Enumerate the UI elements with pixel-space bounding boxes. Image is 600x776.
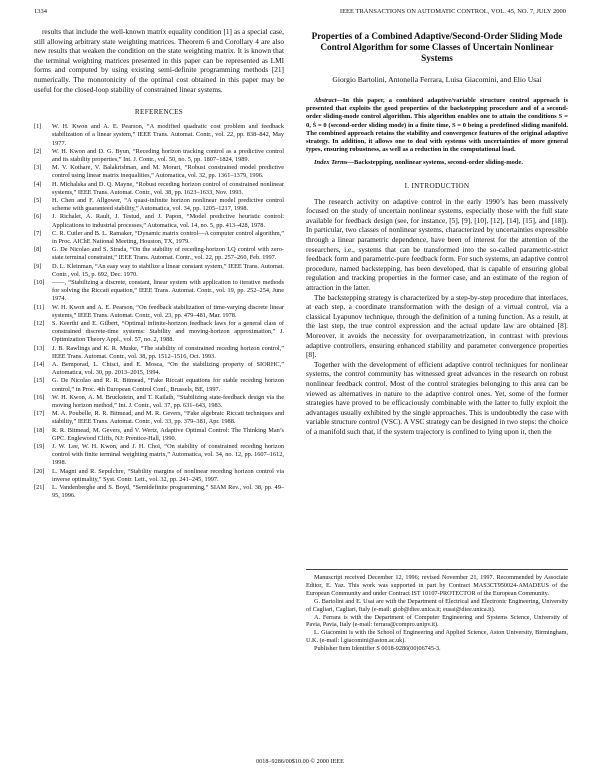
reference-number: [9] — [34, 262, 42, 270]
reference-text: S. Keerthi and E. Gilbert, “Optimal infinite-horizon feedback laws for a general class of constrained discrete-time systems: Stability and moving-horizon approximation,” J. Optimization Theory Appl., vol. 57, no. 2, 1988. — [52, 320, 284, 344]
footnote-paragraph: Manuscript received December 12, 1996; revised November 21, 1997. Recommended by Associate Editor, E. Yaz. This work was supported in part by Contract MAS3CT950024-AMADEUS of the European Community and under Contract IST 10107-PROTECTOR of the European Community. — [306, 574, 568, 597]
reference-number: [19] — [34, 443, 45, 451]
intro-paragraph: Together with the development of efficient adaptive control techniques for nonlinear systems, the control community has witnessed great advances in the research on robust nonlinear feedback control. Most of the control strategies belonging to this area can be viewed as alternatives in nature to the adaptive control ones. Yet, some of the former strategies have proved to be efficaciously combinable with the latter to fully exploit the advantages usually exhibited by the single approaches. This is undoubtedly the case with variable structure control (VSC). A VSC strategy can be designed in two steps: the choice of a manifold such that, if the system trajectory is confined to lying upon it, then the — [306, 359, 568, 436]
reference-item — [34, 181, 284, 197]
footnote-paragraph: Publisher Item Identifier S 0018-9286(00)06745-3. — [314, 645, 441, 653]
reference-item — [34, 377, 284, 393]
reference-number: [13] — [34, 344, 45, 352]
reference-text: L. Magni and R. Sepulchre, “Stability margins of nonlinear receding horizon control via inverse optimality,” Syst. Contr. Lett., vol. 32, pp. 241–245, 1997. — [52, 467, 284, 483]
paper-authors: Giorgio Bartolini, Antonella Ferrara, Luisa Giacomini, and Elio Usai — [332, 75, 542, 84]
footnote-paragraph: L. Giacomini is with the School of Engineering and Applied Science, Aston University, Birmingham, U.K. (e-mail: l.giacomini@aston.ac.uk). — [306, 629, 568, 645]
reference-number: [17] — [34, 410, 45, 418]
reference-text: J. W. Lee, W. H. Kwon, and J. H. Choi, “On stability of constrained receding horizon control with finite terminal weighting matrix,” Automatica, vol. 34, no. 12, pp. 1607–1612, 1998. — [52, 443, 284, 467]
reference-item — [34, 230, 284, 246]
left-column — [34, 27, 284, 501]
reference-text: M. V. Kothare, V. Balakrishnan, and M. Morari, “Robust constrained model predictive control using linear matrix inequalities,” Automatica, vol. 32, pp. 1361–1379, 1996. — [52, 164, 284, 180]
abstract-text: In this paper, a combined adaptive/variable structure control approach is presented that exploits the good properties of the backstepping procedure and of a second-order sliding-mode control algorithm. This algorithm enables one to attain the conditions S = 0, Ṡ = 0 (second-order sliding mode) in a finite time, S = 0 being a predefined sliding manifold. The combined approach retains the stability and convergence features of the original adaptive strategy. In addition, it allows one to deal with systems with uncertainties of more general types, ensuring robustness, as well as a reduction in the computational load. — [306, 97, 568, 154]
references-heading: REFERENCES — [134, 108, 184, 117]
abstract-label: Abstract— — [314, 97, 343, 104]
index-terms-label: Index Terms— — [314, 159, 355, 167]
reference-item — [34, 263, 284, 279]
reference-number: [18] — [34, 426, 45, 434]
reference-number: [2] — [34, 147, 42, 155]
introduction-heading: I. INTRODUCTION — [404, 181, 470, 190]
reference-number: [12] — [34, 320, 45, 328]
reference-text: W. H. Kwon, A. M. Bruckstein, and T. Kailath, “Stabilizing state-feedback design via the moving horizon method,” Int. J. Contr., vol. 37, pp. 631–643, 1983. — [52, 393, 284, 410]
page-number: 1334 — [34, 8, 47, 15]
reference-item — [34, 246, 284, 262]
reference-text: G. De Nicolao and S. Strada, “On the stability of receding-horizon LQ control with zero-state terminal constraint,” IEEE Trans. Automat. Contr., vol. 22, pp. 257–260, Feb. 1997. — [52, 246, 284, 262]
previous-paper-conclusion: results that include the well-known matrix equality condition [1] as a special case, still allowing arbitrary state weighting matrices. Theorem 6 and Corollary 4 are also new results that weaken the condition on the state weighting matrix. It is known that the terminal weighting matrices presented in this paper can be represented as LMI forms and computed by using existing semi-definite programming methods [21] numerically. The monotonicity of the optimal cost obtained in this paper may be useful for the closed-loop stability of constrained linear systems. — [34, 27, 284, 94]
intro-paragraph: The research activity on adaptive control in the early 1990’s has been massively focused on the study of uncertain nonlinear systems, especially those with the full state available for feedback design (see, for instance, [5], [9], [10], [12], [14], [15], and [18]). In particular, two classes of nonlinear systems, characterized by uncertainties expressible through a linear parametric dependence, have been of interest for the attention of the researchers, i.e., systems that can be transformed into the so-called parametric-strict feedback form and parametric-pure feedback form. For such systems, an adaptive control procedure, named backstepping, has been developed, that is capable of ensuring global regulation and tracking properties in the former case, and an estimate of the region of attraction in the latter. — [306, 196, 568, 292]
reference-item — [34, 123, 284, 148]
reference-text: G. De Nicolao and R. R. Bitmead, “Fake Riccati equations for stable receding horizon control,” in Proc. 4th European Control Conf., Brussels, BE, 1997. — [52, 377, 284, 393]
copyright-footer: 0018–9286/00$10.00 © 2000 IEEE — [256, 758, 344, 765]
reference-list — [34, 123, 284, 500]
reference-number: [5] — [34, 196, 42, 204]
reference-item — [34, 410, 284, 426]
reference-number: [1] — [34, 123, 42, 131]
reference-item — [34, 304, 284, 320]
reference-item — [34, 427, 284, 443]
reference-number: [7] — [34, 229, 42, 237]
reference-item — [34, 213, 284, 229]
right-column — [306, 27, 568, 436]
reference-text: C. R. Cutler and B. L. Ramaker, “Dynamic matrix control—A computer control algorithm,” in Proc. AIChE National Meeting, Houston, TX, 1979. — [52, 229, 284, 245]
reference-item — [34, 320, 284, 345]
index-terms-text: Backstepping, nonlinear systems, second-order sliding-mode. — [354, 159, 523, 167]
reference-text: W. H. Kwon and A. E. Pearson, “On feedback stabilization of time-varying discrete linear systems,” IEEE Trans. Automat. Contr., vol. 23, pp. 479–481, Mar. 1978. — [52, 303, 284, 319]
reference-item — [34, 468, 284, 484]
reference-item — [34, 361, 284, 377]
reference-number: [15] — [34, 377, 45, 385]
reference-item — [34, 345, 284, 361]
reference-text: ——, “Stabilizing a discrete, constant, linear system with application to iterative methods for solving the Riccati equation,” IEEE Trans. Automat. Contr., vol. 19, pp. 252–254, June 1974. — [52, 279, 284, 303]
reference-item — [34, 148, 284, 164]
reference-text: W. H. Kwon and D. G. Byun, “Receding horizon tracking control as a predictive control and its stability properties,” Int. J. Contr., vol. 50, no. 5, pp. 1807–1824, 1989. — [52, 147, 284, 163]
reference-number: [11] — [34, 303, 45, 311]
abstract — [306, 97, 568, 154]
reference-number: [6] — [34, 213, 42, 221]
paper-title: Properties of a Combined Adaptive/Second-Order Sliding Mode Control Algorithm for some Classes of Uncertain Nonlinear Systems — [311, 31, 563, 63]
reference-item — [34, 197, 284, 213]
reference-text: H. Chen and F. Allgower, “A quasi-infinite horizon nonlinear model predictive control scheme with guaranteed stability,” Automatica, vol. 34, pp. 1205–1217, 1998. — [52, 196, 284, 213]
reference-text: M. A. Poubelle, R. R. Bitmead, and M. R. Gevers, “Fake algebraic Riccati techniques and stability,” IEEE Trans. Automat. Contr., vol. 33, pp. 379–381, Apr. 1988. — [52, 410, 284, 426]
reference-text: A. Bemporad, L. Chisci, and E. Mosca, “On the stabilizing property of SIORHC,” Automatica, vol. 30, pp. 2013–2015, 1994. — [52, 361, 284, 377]
reference-text: L. Vandenberghe and S. Boyd, “Semidefinite programming,” SIAM Rev., vol. 38, pp. 49–95, 1996. — [52, 484, 284, 500]
reference-number: [16] — [34, 393, 45, 401]
manuscript-footnote — [306, 569, 568, 653]
reference-text: J. B. Rawlings and K. R. Muske, “The stability of constrained receding horizon control,” IEEE Trans. Automat. Contr., vol. 38, pp. 1512–1516, Oct. 1993. — [52, 344, 284, 360]
reference-text: H. Michalska and D. Q. Mayne, “Robust receding horizon control of constrained nonlinear systems,” IEEE Trans. Automat. Contr., vol. 38, pp. 1623–1633, Nov. 1993. — [52, 180, 284, 196]
page-header — [34, 8, 566, 15]
reference-item — [34, 443, 284, 468]
footnote-paragraph: G. Bartolini and E. Usai are with the Department of Electrical and Electronic Engineering, University of Cagliari, Cagliari, Italy (e-mail: giob@diee.unica.it; eusai@diee.unica.it). — [306, 597, 568, 613]
reference-number: [8] — [34, 246, 42, 254]
reference-text: J. Richalet, A. Rault, J. Testud, and J. Papon, “Model predictive heuristic control: Applications to industrial processes,” Automatica, vol. 14, no. 5, pp. 413–428, 1978. — [52, 213, 284, 229]
intro-paragraph: The backstepping strategy is characterized by a step-by-step procedure that interlaces, at each step, a coordinate transformation with the design of a virtual control, via a classical Lyapunov technique, through the definition of a tuning function. As a result, at the last step, the true control expression and the actual update law are obtained [8]. Moreover, it avoids the necessity for overparametrization, in contrast with previous adaptive controllers, ensuring enhanced stability and parameter convergence properties [8]. — [306, 292, 568, 360]
index-terms — [306, 159, 568, 167]
reference-item — [34, 279, 284, 304]
reference-number: [10] — [34, 279, 45, 287]
reference-item — [34, 484, 284, 500]
reference-number: [20] — [34, 467, 45, 475]
footnote-paragraph: A. Ferrara is with the Department of Computer Engineering and Systems Science, University of Pavia, Pavia, Italy (e-mail: ferrara@compro.unipv.it). — [306, 613, 568, 629]
reference-text: W. H. Kwon and A. E. Pearson, “A modified quadratic cost problem and feedback stabilization of a linear system,” IEEE Trans. Automat. Contr., vol. 22, pp. 838–842, May 1977. — [52, 123, 284, 147]
reference-number: [21] — [34, 484, 45, 492]
reference-text: D. L. Kleinman, “An easy way to stabilize a linear constant system,” IEEE Trans. Automat. Contr., vol. 15, p. 692, Dec. 1970. — [52, 262, 284, 278]
reference-number: [3] — [34, 164, 42, 172]
reference-number: [4] — [34, 180, 42, 188]
reference-number: [14] — [34, 361, 45, 369]
introduction-body — [306, 197, 568, 437]
reference-text: R. R. Bitmead, M. Gevers, and V. Wertz, Adaptive Optimal Control: The Thinking Man’s GPC. Englewood Cliffs, NJ: Prentice-Hall, 1990. — [52, 426, 284, 442]
reference-item — [34, 164, 284, 180]
journal-info: IEEE TRANSACTIONS ON AUTOMATIC CONTROL, VOL. 45, NO. 7, JULY 2000 — [339, 8, 566, 15]
reference-item — [34, 394, 284, 410]
